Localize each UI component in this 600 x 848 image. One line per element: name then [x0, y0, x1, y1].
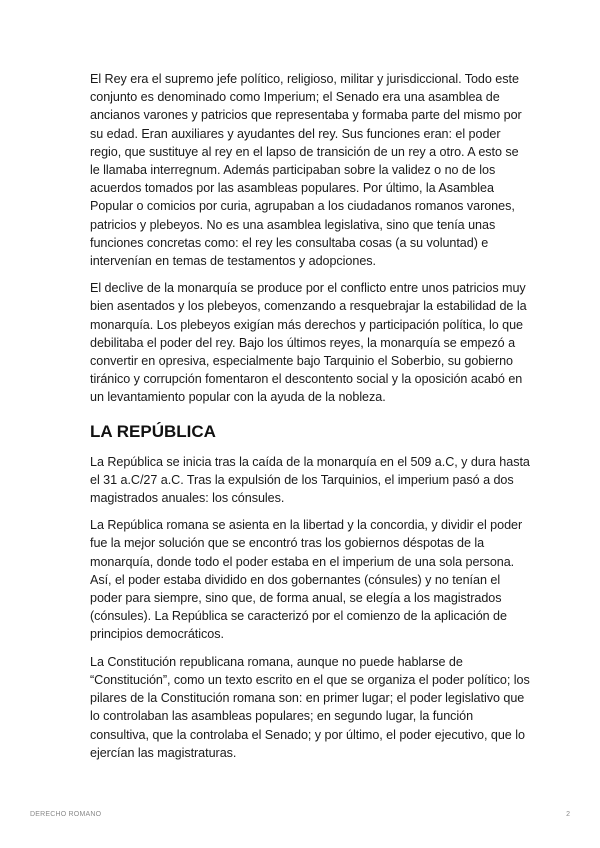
paragraph-monarchy-institutions: El Rey era el supremo jefe político, religioso, militar y jurisdiccional. Todo este conjunto es denominado como Imperium; el Senado era una asamblea de ancianos varones y patricios que representaba y formaba parte del mismo por su edad. Eran auxiliares y ayudantes del rey. Sus funciones eran: el poder regio, que sustituye al rey en el lapso de transición de un rey a otro. A esto se le llamaba interregnum. Además participaban sobre la validez o no de los acuerdos tomados por las asambleas populares. Por último, la Asamblea Popular o comicios por curia, agrupaban a los ciudadanos romanos varones, patricios y plebeyos. No es una asamblea legislativa, sino que tenía unas funciones concretas como: el rey les consultaba cosas (a su voluntad) e intervenían en temas de testamentos y adopciones.: [90, 72, 522, 269]
paragraph-republic-start: La República se inicia tras la caída de la monarquía en el 509 a.C, y dura hasta el 31 a.C/27 a.C. Tras la expulsión de los Tarquinios, el imperium pasó a dos magistrados anuales: los cónsules.: [90, 454, 530, 506]
document-body: [90, 70, 530, 771]
section-heading-republica: LA REPÚBLICA: [90, 421, 216, 441]
page-number: 2: [566, 811, 570, 818]
paragraph-monarchy-decline: El declive de la monarquía se produce por el conflicto entre unos patricios muy bien asentados y los plebeyos, comenzando a resquebrajar la estabilidad de la monarquía. Los plebeyos exigían más derechos y participación política, lo que debilitaba el poder del rey. Bajo los últimos reyes, la monarquía se empezó a convertir en opresiva, especialmente bajo Tarquinio el Soberbio, su gobierno tiránico y corrupción fomentaron el descontento social y la oposición acabó en un levantamiento popular con la ayuda de la nobleza.: [90, 281, 527, 405]
paragraph-republic-freedom: La República romana se asienta en la libertad y la concordia, y dividir el poder fue la mejor solución que se encontró tras los gobiernos déspotas de la monarquía, donde todo el poder estaba en el imperium de una sola persona. Así, el poder estaba dividido en dos gobernantes (cónsules) y no tenían el poder para siempre, sino que, de forma anual, se elegía a los magistrados (cónsules). La República se caracterizó por el comienzo de la aplicación de principios democráticos.: [90, 518, 523, 642]
paragraph-republic-constitution: La Constitución republicana romana, aunque no puede hablarse de “Constitución”, como un texto escrito en el que se organiza el poder político; los pilares de la Constitución romana son: en primer lugar; el poder legislativo que lo controlaban las asambleas populares; en segundo lugar, la función consultiva, que la controlaba el Senado; y por último, el poder ejecutivo, que lo ejercían las magistraturas.: [90, 654, 530, 760]
footer-title: DERECHO ROMANO: [30, 811, 102, 818]
